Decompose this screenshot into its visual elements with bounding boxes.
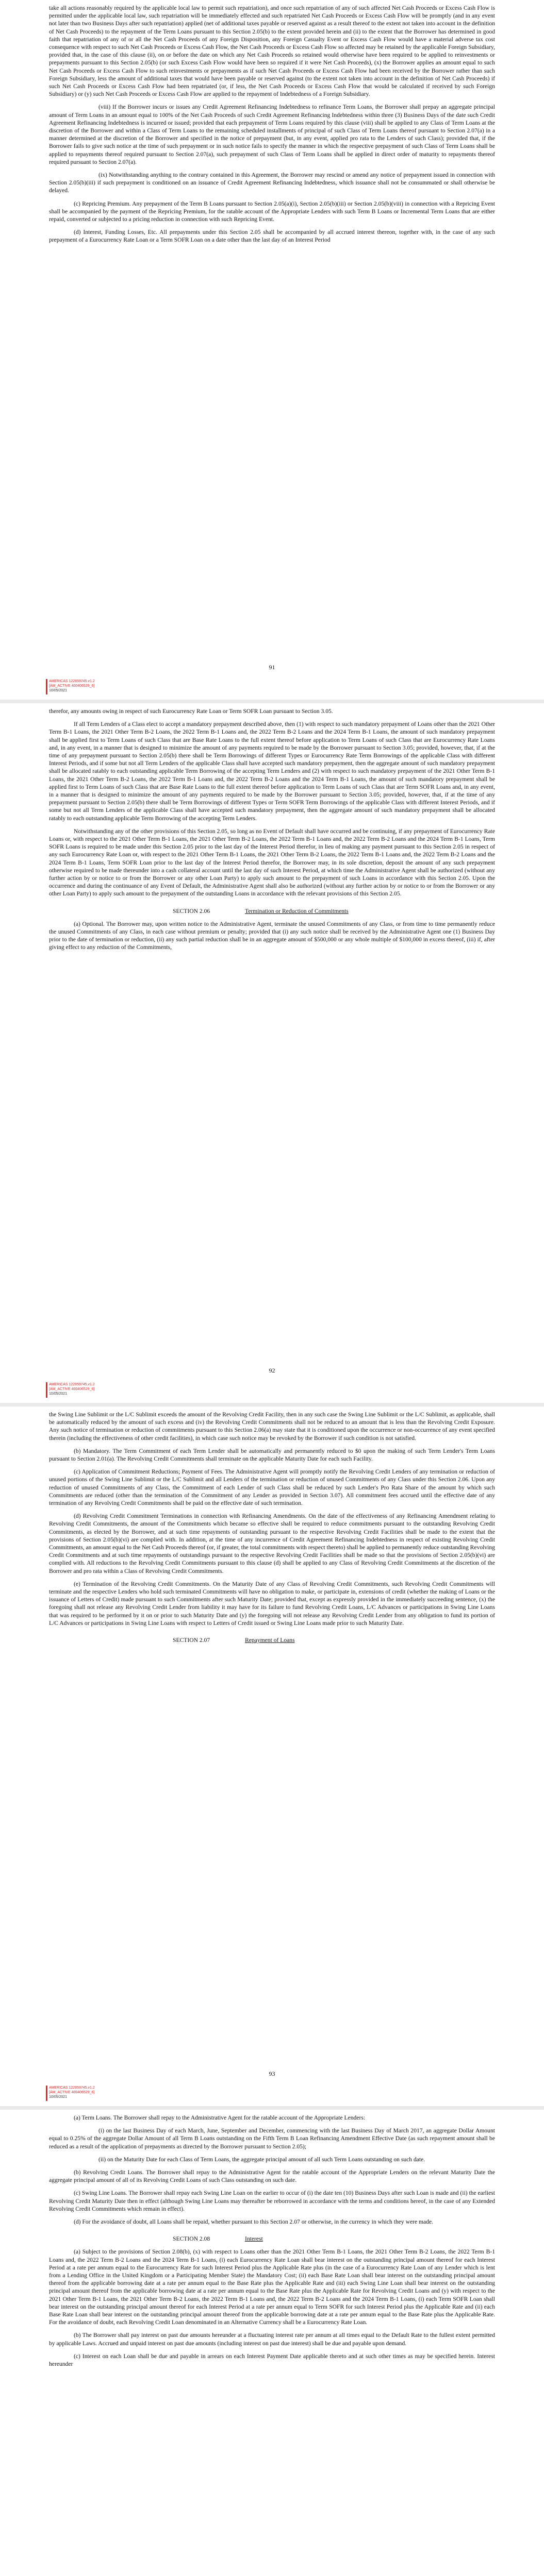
page-number: 93 xyxy=(269,2070,275,2077)
paragraph: (a) Term Loans. The Borrower shall repay to the Administrative Agent for the ratable account of the Appropriate Lenders: xyxy=(74,2114,366,2121)
paragraph: (ix) Notwithstanding anything to the contrary contained in this Agreement, the Borrower may rescind or amend any notice of prepayment issued in connection with Section 2.05(b)(iii) if such prepayment is conditioned on an issuance of Credit Agreement Refinancing Indebtedness, which issuance shall not be consummated or shall otherwise be delayed. xyxy=(49,172,495,194)
page-number: 91 xyxy=(269,664,275,671)
paragraph: (ii) on the Maturity Date for each Class of Term Loans, the aggregate principal amount of all such Term Loans outstanding on such date. xyxy=(98,2156,425,2163)
section-heading xyxy=(49,2235,495,2243)
paragraph: (a) Optional. The Borrower may, upon written notice to the Administrative Agent, terminate the unused Commitments of any Class, or from time to time permanently reduce the unused Commitments of any Class, in each case without premium or penalty; provided that (i) any such notice shall be received by the Administrative Agent one (1) Business Day prior to the date of termination or reduction, (ii) any such partial reduction shall be in an aggregate amount of $500,000 or any whole multiple of $100,000 in excess thereof, (iii) if, after giving effect to any reduction of the Commitments, xyxy=(49,920,495,951)
footer-matter: [AM_ACTIVE 400406529_6] xyxy=(49,684,95,688)
paragraph: (c) Interest on each Loan shall be due and payable in arrears on each Interest Payment Date applicable thereto and at such other times as may be specified herein. Interest hereunder xyxy=(49,2352,495,2368)
footer-matter: [AM_ACTIVE 400406529_6] xyxy=(49,2091,95,2094)
section-number: SECTION 2.06 xyxy=(173,907,210,914)
document-page xyxy=(0,703,544,1403)
document-page xyxy=(0,1406,544,2106)
paragraph: therefor, any amounts owing in respect of such Eurocurrency Rate Loan or Term SOFR Loan pursuant to Section 3.05. xyxy=(49,708,333,715)
document-page xyxy=(0,2110,544,2576)
paragraph: (d) For the avoidance of doubt, all Loans shall be repaid, whether pursuant to this Section 2.07 or otherwise, in the currency in which they were made. xyxy=(74,2218,434,2226)
document-footer xyxy=(49,2086,173,2101)
footer-id: AMERICAS 122859745.v1.2 xyxy=(49,1383,95,1386)
paragraph: Notwithstanding any of the other provisions of this Section 2.05, so long as no Event of Default shall have occurred and be continuing, if any prepayment of Eurocurrency Rate Loans or, with respect to the 2021 Other Term B-1 Loans, the 2021 Other Term B-2 Loans, the 2022 Term B-1 Loans and, the 2022 Term B-2 Loans and the 2024 Term B-1 Loans, Term SOFR Loans is required to be made under this Section 2.05 prior to the last day of the Interest Period therefor, in lieu of making any payment pursuant to this Section 2.05 in respect of any such Eurocurrency Rate Loan or, with respect to the 2021 Other Term B-1 Loans, the 2021 Other Term B-2 Loans, the 2022 Term B-1 Loans and, the 2022 Term B-2 Loans and the 2024 Term B-1 Loans, Term SOFR Loan prior to the last day of the Interest Period therefor, the Borrower may, in its sole discretion, deposit the amount of any such prepayment otherwise required to be made thereunder into a cash collateral account until the last day of such Interest Period, at which time the Administrative Agent shall be authorized (without any further action by or notice to or from the Borrower or any other Loan Party) to apply such amount to the prepayment of such Loans in accordance with this Section 2.05. Upon the occurrence and during the continuance of any Event of Default, the Administrative Agent shall also be authorized (without any further action by or notice to or from the Borrower or any other Loan Party) to apply such amount to the prepayment of the outstanding Loans in accordance with the relevant provisions of this Section 2.05. xyxy=(49,827,495,897)
footer-marker xyxy=(46,2086,47,2101)
page-number: 92 xyxy=(269,1367,275,1374)
footer-marker xyxy=(46,679,47,694)
page-body xyxy=(49,4,495,249)
footer-date: 10/05/2021 xyxy=(49,1392,68,1396)
paragraph: (b) The Borrower shall pay interest on past due amounts hereunder at a fluctuating interest rate per annum at all times equal to the Default Rate to the fullest extent permitted by applicable Laws. Accrued and unpaid interest on past due amounts (including interest on past due interest) shall be due and payable upon demand. xyxy=(49,2332,495,2347)
footer-date: 10/05/2021 xyxy=(49,689,68,692)
paragraph: (e) Termination of the Revolving Credit Commitments. On the Maturity Date of any Class of Revolving Credit Commitments, such Revolving Credit Commitments will terminate and the respective Lenders who hold such terminated Commitments will have no obligation to make, or participate in, extensions of credit (whether the making of Loans or the issuance of Letters of Credit) made pursuant to such Commitments after such Maturity Date; provided that, except as expressly provided in the immediately succeeding sentence, (x) the foregoing shall not release any Revolving Credit Lender from liability it may have for its failure to fund Revolving Credit Loans, L/C Advances or participations in Swing Line Loans that was required to be performed by it on or prior to such Maturity Date and (y) the foregoing will not release any Revolving Credit Lender from any obligation to fund its portion of L/C Advances or participations in Swing Line Loans with respect to Letters of Credit issued or Swing Line Loans made prior to such Maturity Date. xyxy=(49,1580,495,1626)
page-body xyxy=(49,1411,495,1649)
paragraph: (c) Swing Line Loans. The Borrower shall repay each Swing Line Loan on the earlier to occur of (i) the date ten (10) Business Days after such Loan is made and (ii) the earliest Revolving Credit Maturity Date then in effect (although Swing Line Loans may thereafter be reborrowed in accordance with the terms and conditions hereof, in the case of any Extended Revolving Credit Commitments which remain in effect). xyxy=(49,2190,495,2212)
section-number: SECTION 2.07 xyxy=(173,1637,210,1644)
section-title: Interest xyxy=(245,2235,263,2243)
paragraph: (b) Mandatory. The Term Commitment of each Term Lender shall be automatically and permanently reduced to $0 upon the making of such Term Lender's Term Loans pursuant to Section 2.01(a). The Revolving Credit Commitments shall terminate on the applicable Maturity Date for each such Facility. xyxy=(49,1447,495,1463)
paragraph: (d) Interest, Funding Losses, Etc. All prepayments under this Section 2.05 shall be accompanied by all accrued interest thereon, together with, in the case of any such prepayment of a Eurocurrency Rate Loan or a Term SOFR Loan on a date other than the last day of an Interest Period xyxy=(49,229,495,244)
page-body xyxy=(49,2114,495,2373)
section-title: Termination or Reduction of Commitments xyxy=(245,907,349,914)
paragraph: (i) on the last Business Day of each March, June, September and December, commencing with the last Business Day of March 2017, an aggregate Dollar Amount equal to 0.25% of the aggregate Dollar Amount of all Term B Loans outstanding on the Fifth Term B Loan Refinancing Amendment Effective Date (as such repayment amount shall be reduced as a result of the application of prepayments as directed by the Borrower pursuant to Section 2.05); xyxy=(49,2127,495,2150)
paragraph: (a) Subject to the provisions of Section 2.08(b), (x) with respect to Loans other than the 2021 Other Term B-1 Loans, the 2021 Other Term B-2 Loans, the 2022 Term B-1 Loans and, the 2022 Term B-2 Loans and the 2024 Term B-1 Loans, (i) each Eurocurrency Rate Loan shall bear interest on the outstanding principal amount thereof for each Interest Period at a rate per annum equal to the Eurocurrency Rate for such Interest Period plus the Applicable Rate plus (in the case of a Eurocurrency Rate Loan of any Lender which is lent from a Lending Office in the United Kingdom or a Participating Member State) the Mandatory Cost; (ii) each Base Rate Loan shall bear interest on the outstanding principal amount thereof from the applicable borrowing date at a rate per annum equal to the Base Rate plus the Applicable Rate and (iii) each Swing Line Loan shall bear interest on the outstanding principal amount thereof from the applicable borrowing date at a rate per annum equal to the Base Rate plus the Applicable Rate for Revolving Credit Loans and (y) with respect to the 2021 Other Term B-1 Loans, the 2021 Other Term B-2 Loans, the 2022 Term B-1 Loans and, the 2022 Term B-2 Loans and the 2024 Term B-1 Loans, (i) each Term SOFR Loan shall bear interest on the outstanding principal amount thereof for each Interest Period at a rate per annum equal to Term SOFR for such Interest Period plus the Applicable Rate and (ii) each Base Rate Loan shall bear interest on the outstanding principal amount thereof from the applicable borrowing date at a rate per annum equal to the Base Rate plus the Applicable Rate. For the avoidance of doubt, each Revolving Credit Loan denominated in an Alternative Currency shall be a Eurocurrency Rate Loan. xyxy=(49,2248,495,2326)
section-title: Repayment of Loans xyxy=(245,1637,295,1644)
paragraph: the Swing Line Sublimit or the L/C Sublimit exceeds the amount of the Revolving Credit Facility, then in any such case the Swing Line Sublimit or the L/C Sublimit, as applicable, shall be automatically reduced by the amount of such excess and (iv) the Revolving Credit Commitments shall not be reduced to an amount that is less than the Revolving Credit Exposure. Any such notice of termination or reduction of commitments pursuant to this Section 2.06(a) may state that it is conditioned upon the occurrence or non-occurrence of any event specified therein (including the effectiveness of other credit facilities), in which case such notice may be revoked by the Borrower if such condition is not satisfied. xyxy=(49,1411,495,1442)
footer-matter: [AM_ACTIVE 400406529_6] xyxy=(49,1387,95,1391)
footer-marker xyxy=(46,1382,47,1398)
paragraph: (d) Revolving Credit Commitment Terminations in connection with Refinancing Amendments. On the date of the effectiveness of any Refinancing Amendment relating to Revolving Credit Commitments, the amount of the Commitments which became so effective shall be required to reduce commitments pursuant to the outstanding Revolving Credit Commitments, as elected by the Borrower, and at such time repayments of outstanding pursuant to the respective Revolving Credit Facilities shall be made to the extent that the provisions of Section 2.05(b)(vi) are complied with. In addition, at the time of any incurrence of Credit Agreement Refinancing Indebtedness in respect of existing Revolving Credit Commitments, an amount equal to the Net Cash Proceeds thereof (or, if greater, the total commitments with respect thereto) shall be applied to permanently reduce outstanding Revolving Credit Commitments and at such time repayments of outstandings pursuant to the respective Revolving Credit Facilities shall be made so that the provisions of Section 2.05(b)(vi) are complied with. All reductions to the Revolving Credit Commitments pursuant to this clause (d) shall be applied to any Class of Revolving Credit Commitments at the discretion of the Borrower and pro rata within a Class of Revolving Credit Commitments. xyxy=(49,1513,495,1574)
footer-id: AMERICAS 122859745.v1.2 xyxy=(49,680,95,683)
footer-id: AMERICAS 122859745.v1.2 xyxy=(49,2086,95,2090)
footer-date: 10/05/2021 xyxy=(49,2095,68,2099)
document-footer xyxy=(49,1382,173,1398)
document-footer xyxy=(49,679,173,694)
paragraph: take all actions reasonably required by the applicable local law to permit such repatriation), and once such repatriation of any of such affected Net Cash Proceeds or Excess Cash Flow is permitted under the applicable local law, such repatriation will be immediately effected and such repatriated Net Cash Proceeds or Excess Cash Flow will be promptly (and in any event not later than two Business Days after such repatriation) applied (net of additional taxes payable or reserved against as a result thereof to the extent not taken into account in the definition of Net Cash Proceeds) to the repayment of the Term Loans pursuant to this Section 2.05(b) to the extent provided herein and (ii) to the extent that the Borrower has determined in good faith that repatriation of any of or all the Net Cash Proceeds of any Foreign Disposition, any Foreign Casualty Event or Excess Cash Flow would have a material adverse tax cost consequence with respect to such Net Cash Proceeds or Excess Cash Flow, the Net Cash Proceeds or Excess Cash Flow so affected may be retained by the applicable Foreign Subsidiary, provided that, in the case of this clause (ii), on or before the date on which any Net Cash Proceeds so retained would otherwise have been required to be applied to reinvestments or prepayments pursuant to this Section 2.05(b) (or such Excess Cash Flow would have been so required if it were Net Cash Proceeds), (x) the Borrower applies an amount equal to such Net Cash Proceeds or Excess Cash Flow to such reinvestments or prepayments as if such Net Cash Proceeds or Excess Cash Flow had been received by the Borrower rather than such Foreign Subsidiary, less the amount of additional taxes that would have been payable or reserved against (to the extent not taken into account in the definition of Net Cash Proceeds) if such Net Cash Proceeds or Excess Cash Flow had been repatriated (or, if less, the Net Cash Proceeds or Excess Cash Flow that would be calculated if received by such Foreign Subsidiary) or (y) such Net Cash Proceeds or Excess Cash Flow are applied to the repayment of Indebtedness of a Foreign Subsidiary. xyxy=(49,5,495,98)
paragraph: (viii) If the Borrower incurs or issues any Credit Agreement Refinancing Indebtedness to refinance Term Loans, the Borrower shall prepay an aggregate principal amount of Term Loans in an amount equal to 100% of the Net Cash Proceeds of such Credit Agreement Refinancing Indebtedness within three (3) Business Days of the date such Credit Agreement Refinancing Indebtedness is incurred or issued; provided that each prepayment of Term Loans required by this clause (viii) shall be applied to any Class of Term Loans at the discretion of the Borrower and within a Class of Term Loans to the remaining scheduled installments of principal of such Class of Term Loans thereof pursuant to Section 2.07(a) in a manner determined at the discretion of the Borrower and specified in the notice of prepayment (but, in any event, applied pro rata to the Lenders of such Class); provided that, if the Borrower fails to give such notice at the time of such prepayment or in such notice fails to specify the manner in which the respective prepayment of such Class of Term Loans shall be applied to repayments thereof required pursuant to Section 2.07(a), such prepayment of such Class of Term Loans shall be applied in direct order of maturity to repayments thereof required pursuant to Section 2.07(a). xyxy=(49,104,495,165)
document-page xyxy=(0,0,544,700)
page-body xyxy=(49,707,495,957)
paragraph: (c) Repricing Premium. Any prepayment of the Term B Loans pursuant to Section 2.05(a)(i), Section 2.05(b)(iii) or Section 2.05(b)(viii) in connection with a Repricing Event shall be accompanied by the payment of the Repricing Premium, for the ratable account of the Appropriate Lenders with such Term B Loans or Incremental Term Loans that are either repaid, converted or subjected to a pricing reduction in connection with such Repricing Event. xyxy=(49,200,495,223)
paragraph: If all Term Lenders of a Class elect to accept a mandatory prepayment described above, then (1) with respect to such mandatory prepayment of Loans other than the 2021 Other Term B-1 Loans, the 2021 Other Term B-2 Loans, the 2022 Term B-1 Loans and, the 2022 Term B-2 Loans and the 2024 Term B-1 Loans, the amount of such mandatory prepayment shall be applied first to Term Loans of such Class that are Base Rate Loans to the full extent thereof before application to Term Loans of such Class that are Eurocurrency Rate Loans and, in any event, in a manner that is designed to minimize the amount of any payments required to be made by the Borrower pursuant to Section 3.05; provided, however, that, if at the time of any prepayment pursuant to Section 2.05(b) there shall be Term Borrowings of different Types or Eurocurrency Rate Term Borrowings of the applicable Class with different Interest Periods, and if some but not all Term Lenders of the applicable Class shall have accepted such mandatory prepayment, then the aggregate amount of such mandatory prepayment shall be allocated ratably to each outstanding applicable Term Borrowing of the accepting Term Lenders and (2) with respect to such mandatory prepayment of the 2021 Other Term B-1 Loans, the 2021 Other Term B-2 Loans, the 2022 Term B-1 Loans and, the 2022 Term B-2 Loans and the 2024 Term B-1 Loans, the amount of such mandatory prepayment shall be applied first to Term Loans of such Class that are Base Rate Loans to the full extent thereof before application to Term Loans of such Class that are Term SOFR Loans and, in any event, in a manner that is designed to minimize the amount of any payments required to be made by the Borrower pursuant to Section 3.05; provided, however, that, if at the time of any prepayment pursuant to Section 2.05(b) there shall be Term Borrowings of different Types or Term SOFR Term Borrowings of the applicable Class with different Interest Periods, and if some but not all Term Lenders of the applicable Class shall have accepted such mandatory prepayment, then the aggregate amount of such mandatory prepayment shall be allocated ratably to each outstanding applicable Term Borrowing of the accepting Term Lenders. xyxy=(49,721,495,822)
section-heading xyxy=(49,907,495,915)
paragraph: (b) Revolving Credit Loans. The Borrower shall repay to the Administrative Agent for the ratable account of the Appropriate Lenders on the relevant Maturity Date the aggregate principal amount of all of its Revolving Credit Loans of such Class outstanding on such date. xyxy=(49,2169,495,2184)
section-heading xyxy=(49,1636,495,1644)
section-number: SECTION 2.08 xyxy=(173,2235,210,2243)
paragraph: (c) Application of Commitment Reductions; Payment of Fees. The Administrative Agent will promptly notify the Revolving Credit Lenders of any termination or reduction of unused portions of the Swing Line Sublimit or the L/C Sublimit and all Lenders of the termination or reduction of unused Commitments of any Class under this Section 2.06. Upon any reduction of unused Commitments of any Class, the Commitment of each Lender of such Class shall be reduced by such Lender's Pro Rata Share of the amount by which such Commitments are reduced (other than the termination of the Commitment of any Lender as provided in Section 3.07). All commitment fees accrued until the effective date of any termination of any Revolving Credit Commitments shall be paid on the effective date of such termination. xyxy=(49,1468,495,1507)
